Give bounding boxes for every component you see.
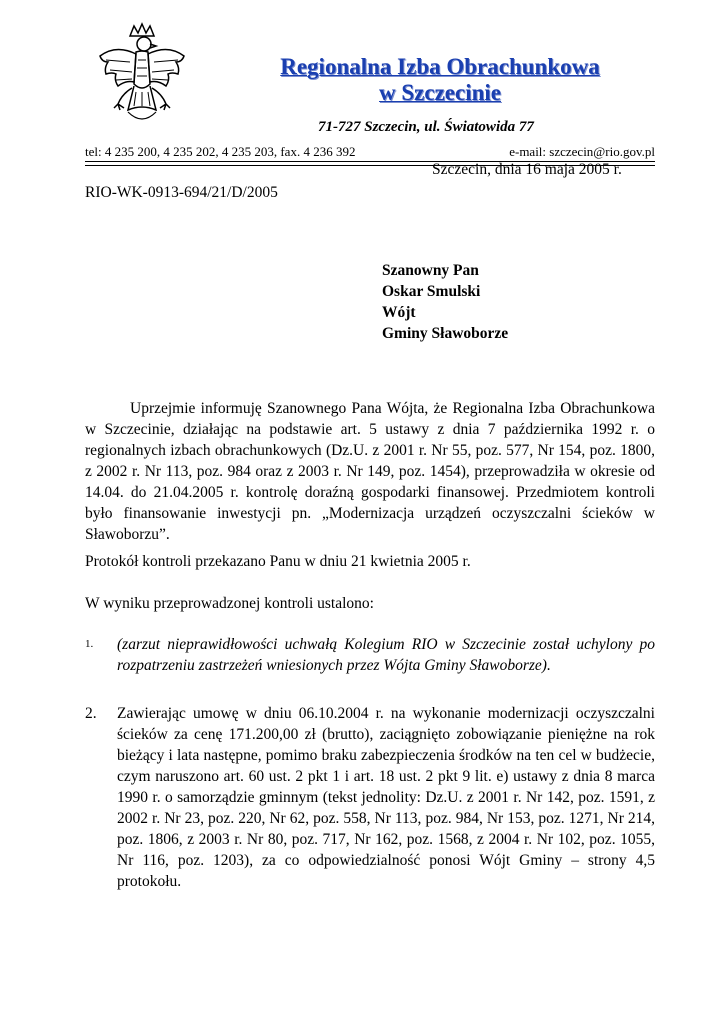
- polish-eagle-emblem-icon: [92, 22, 192, 134]
- email-address: e-mail: szczecin@rio.gov.pl: [509, 144, 655, 159]
- reference-number: RIO-WK-0913-694/21/D/2005: [85, 184, 278, 201]
- list-item-number: 2.: [85, 705, 97, 722]
- organization-city: w Szczecinie: [379, 80, 501, 105]
- list-item-text: Zawierając umowę w dniu 06.10.2004 r. na wykonanie modernizacji oczyszczalni ścieków za cenę 171.200,00 zł (brutto), zaciągnięto zobowiązanie pieniężne na rok bieżący i lata następne, pomimo braku zabezpieczenia środków na ten cel w budżecie, czym naruszono art. 60 ust. 2 pkt 1 i art. 18 ust. 2 pkt 9 lit. e) ustawy z dnia 8 marca 1990 r. o samorządzie gminnym (tekst jednolity: Dz.U. z 2001 r. Nr 142, poz. 1591, z 2002 r. Nr 23, poz. 220, Nr 62, poz. 558, Nr 113, poz. 984, Nr 153, poz. 1271, Nr 214, poz. 1806, z 2003 r. Nr 80, poz. 717, Nr 162, poz. 1568, z 2004 r. Nr 102, poz. 1055, Nr 116, poz. 1203), za co odpowiedzialność ponosi Wójt Gminy – strony 4,5 protokołu.: [117, 705, 655, 890]
- organization-name: Regionalna Izba Obrachunkowa: [280, 54, 600, 79]
- addressee-name: Oskar Smulski: [382, 283, 481, 300]
- addressee-block: [382, 260, 508, 344]
- list-item-text: (zarzut nieprawidłowości uchwałą Kolegium RIO w Szczecinie został uchylony po rozpatrzeniu zastrzeżeń wniesionych przez Wójta Gminy Sławoborze).: [117, 636, 655, 674]
- list-item-number: 1.: [85, 638, 94, 650]
- protocol-paragraph: Protokół kontroli przekazano Panu w dniu 21 kwietnia 2005 r.: [85, 553, 471, 570]
- list-item: [85, 634, 655, 676]
- addressee-salutation: Szanowny Pan: [382, 262, 479, 279]
- letter-date: Szczecin, dnia 16 maja 2005 r.: [432, 161, 622, 178]
- addressee-title: Wójt: [382, 304, 416, 321]
- contact-row: [85, 144, 655, 160]
- result-intro: W wyniku przeprowadzonej kontroli ustalono:: [85, 595, 374, 612]
- intro-paragraph: Uprzejmie informuję Szanownego Pana Wójta, że Regionalna Izba Obrachunkowa w Szczecinie, działając na podstawie art. 5 ustawy z dnia 7 października 1992 r. o regionalnych izbach obrachunkowych (Dz.U. z 2001 r. Nr 55, poz. 577, Nr 154, poz. 1800, z 2002 r. Nr 113, poz. 984 oraz z 2003 r. Nr 149, poz. 1454), przeprowadziła w okresie od 14.04. do 21.04.2005 r. kontrolę doraźną gospodarki finansowej. Przedmiotem kontroli było finansowanie inwestycji pn. „Modernizacja urządzeń oczyszczalni ścieków w Sławoborzu”.: [85, 400, 655, 543]
- list-item: [85, 703, 655, 892]
- addressee-municipality: Gminy Sławoborze: [382, 325, 509, 342]
- phone-numbers: tel: 4 235 200, 4 235 202, 4 235 203, fax. 4 236 392: [85, 144, 356, 159]
- organization-address: 71-727 Szczecin, ul. Światowida 77: [318, 119, 534, 135]
